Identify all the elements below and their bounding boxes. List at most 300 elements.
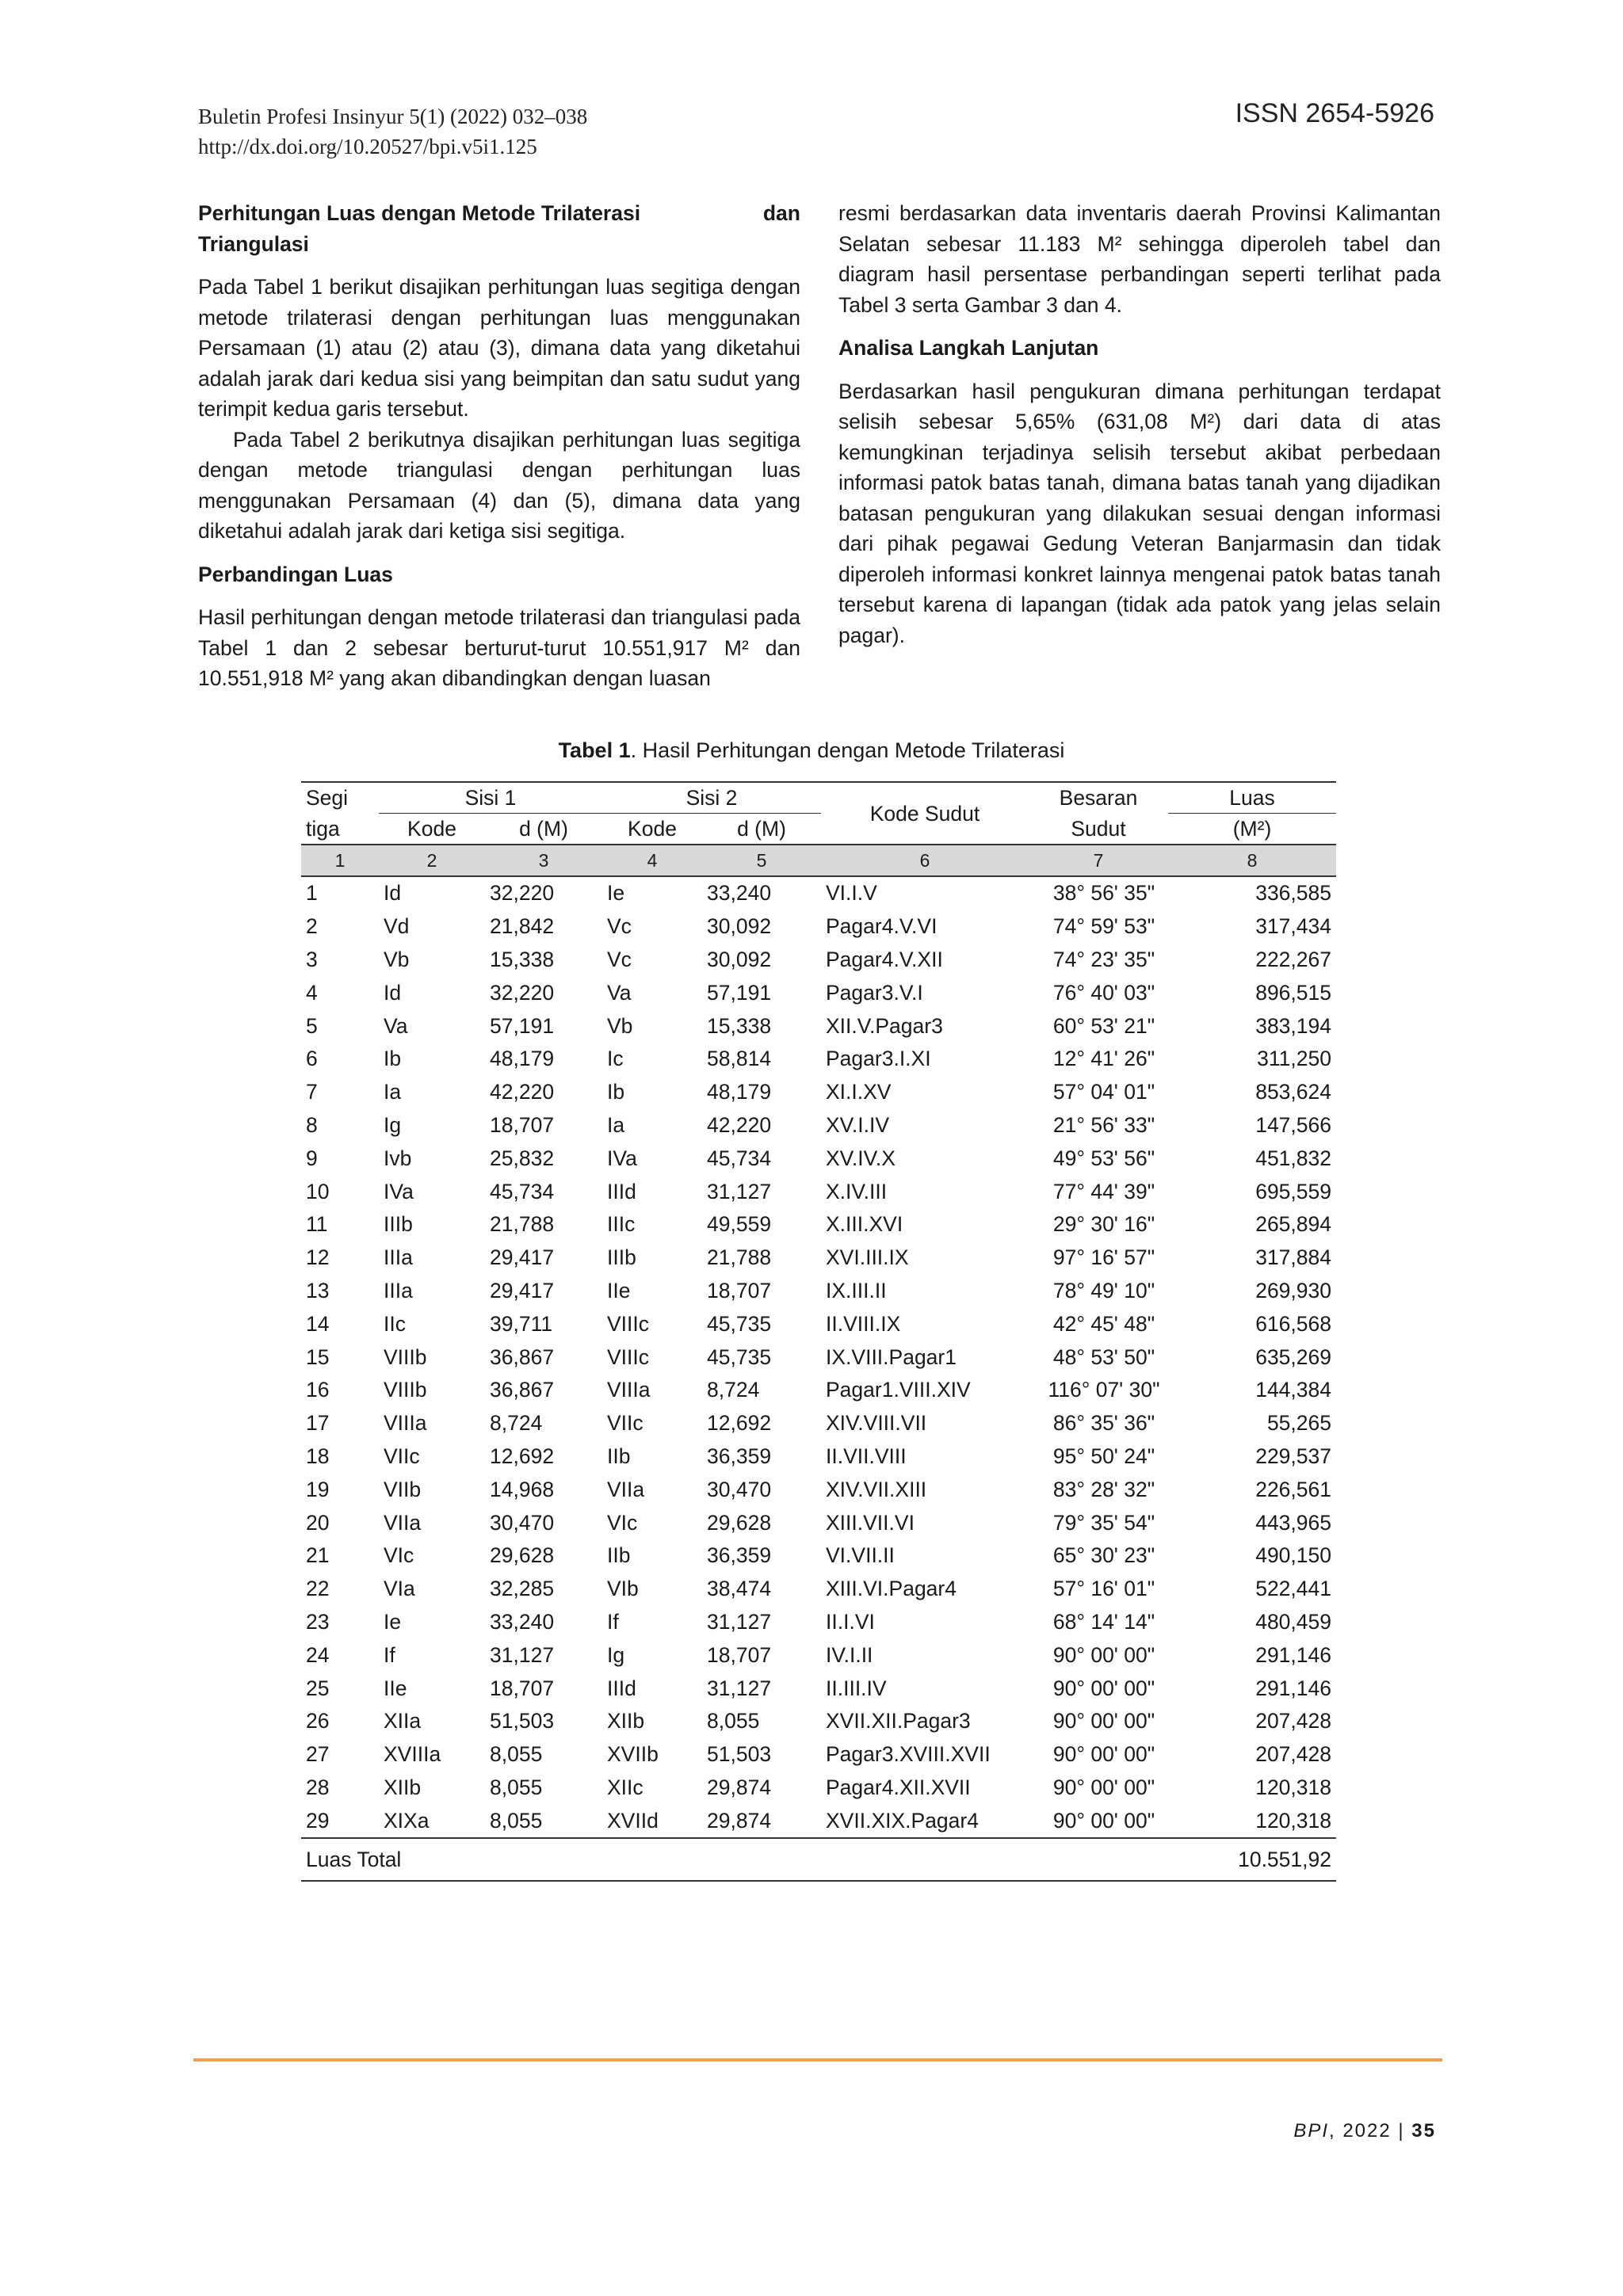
section-heading-analisa: Analisa Langkah Lanjutan — [838, 336, 1099, 360]
sisi1-distance: 29,417 — [490, 1278, 555, 1302]
luas-value: 695,559 — [1255, 1179, 1331, 1203]
sisi2-distance: 45,735 — [707, 1311, 772, 1336]
sisi2-kode: Ig — [607, 1642, 625, 1667]
besaran-sudut: 57° 16' 01" — [1052, 1577, 1155, 1601]
kode-sudut: Pagar3.V.I — [826, 980, 923, 1005]
kode-sudut: Pagar3.XVIII.XVII — [826, 1742, 991, 1767]
sisi2-distance: 58,814 — [707, 1047, 772, 1071]
luas-value: 147,566 — [1255, 1112, 1331, 1137]
besaran-sudut: 74° 23' 35" — [1052, 947, 1155, 971]
sisi1-kode: IIc — [384, 1311, 406, 1336]
segitiga-number: 7 — [306, 1080, 318, 1104]
luas-value: 616,568 — [1255, 1311, 1331, 1336]
kode-sudut: XII.V.Pagar3 — [826, 1013, 943, 1038]
segitiga-number: 6 — [306, 1047, 318, 1071]
page-number: 35 — [1411, 2120, 1436, 2142]
table-row — [301, 1606, 1336, 1639]
sisi2-kode: XVIId — [607, 1808, 659, 1833]
sisi2-distance: 38,474 — [707, 1577, 772, 1601]
sisi2-distance: 42,220 — [707, 1112, 772, 1137]
sisi2-distance: 18,707 — [707, 1642, 772, 1667]
sisi2-kode: Va — [607, 980, 632, 1005]
sisi2-kode: IIIc — [607, 1212, 636, 1237]
paragraph-tabel1: Pada Tabel 1 berikut disajikan perhitungan luas segitiga dengan metode trilaterasi dengan perhitungan luas menggunakan Persamaan (1) atau (2) atau (3), dimana data yang diketahui adalah jarak dari kedua sisi yang beimpitan dan satu sudut yang terimpit kedua garis tersebut. — [198, 275, 800, 421]
sisi1-distance: 18,707 — [490, 1676, 555, 1700]
luas-value: 207,428 — [1255, 1742, 1331, 1767]
luas-value: 144,384 — [1255, 1378, 1331, 1402]
paragraph-resmi: resmi berdasarkan data inventaris daerah Provinsi Kalimantan Selatan sebesar 11.183 M² sehingga diperoleh tabel dan diagram hasil persentase perbandingan seperti terlihat pada Tabel 3 serta Gambar 3 dan 4. — [838, 201, 1441, 317]
total-value: 10.551,92 — [1168, 1838, 1336, 1881]
column-number: 7 — [1029, 845, 1168, 876]
table-caption: Tabel 1. Hasil Perhitungan dengan Metode Trilaterasi — [558, 738, 1065, 762]
luas-value: 55,265 — [1266, 1411, 1331, 1436]
sisi1-distance: 29,417 — [490, 1245, 555, 1270]
sisi2-distance: 31,127 — [707, 1179, 772, 1203]
segitiga-number: 24 — [306, 1642, 330, 1667]
sisi2-distance: 45,734 — [707, 1146, 772, 1170]
table-row — [301, 1275, 1336, 1308]
kode-sudut: XIII.VII.VI — [826, 1510, 915, 1535]
header-segi: Segi — [301, 782, 379, 814]
kode-sudut: VI.I.V — [826, 881, 877, 906]
table-row — [301, 1307, 1336, 1341]
sisi1-distance: 8,055 — [490, 1808, 543, 1833]
table-row — [301, 1672, 1336, 1705]
header-d-2: d (M) — [737, 817, 786, 841]
sisi2-distance: 8,055 — [707, 1709, 760, 1733]
table-row — [301, 1772, 1336, 1805]
doi-link[interactable]: http://dx.doi.org/10.20527/bpi.v5i1.125 — [198, 135, 537, 158]
header-d-1: d (M) — [519, 817, 568, 841]
luas-value: 120,318 — [1255, 1808, 1331, 1833]
kode-sudut: XV.IV.X — [826, 1146, 896, 1170]
luas-value: 311,250 — [1257, 1047, 1331, 1071]
page-footer: BPI, 2022 | 35 — [1293, 2120, 1436, 2142]
besaran-sudut: 49° 53' 56" — [1052, 1146, 1155, 1170]
sisi1-distance: 51,503 — [490, 1709, 555, 1733]
sisi2-distance: 51,503 — [707, 1742, 772, 1767]
sisi2-kode: VIIIc — [607, 1311, 650, 1336]
column-number: 5 — [702, 845, 821, 876]
sisi2-kode: VIIa — [607, 1477, 645, 1501]
table-row — [301, 1506, 1336, 1539]
sisi1-kode: XIXa — [384, 1808, 430, 1833]
segitiga-number: 10 — [306, 1179, 330, 1203]
table-row — [301, 1440, 1336, 1474]
table-row — [301, 1374, 1336, 1407]
column-number-row — [301, 845, 1336, 876]
sisi1-distance: 36,867 — [490, 1344, 555, 1369]
segitiga-number: 26 — [306, 1709, 330, 1733]
kode-sudut: XIII.VI.Pagar4 — [826, 1577, 957, 1601]
sisi2-kode: IIb — [607, 1444, 631, 1468]
sisi1-distance: 14,968 — [490, 1477, 555, 1501]
sisi2-distance: 29,628 — [707, 1510, 772, 1535]
segitiga-number: 17 — [306, 1411, 330, 1436]
sisi1-distance: 45,734 — [490, 1179, 555, 1203]
journal-header — [198, 101, 587, 162]
sisi1-kode: IVa — [384, 1179, 414, 1203]
table-row — [301, 1208, 1336, 1241]
sisi1-kode: Vd — [384, 914, 410, 939]
segitiga-number: 11 — [306, 1212, 328, 1237]
trilaterasi-table — [301, 781, 1336, 1882]
luas-value: 336,585 — [1255, 881, 1331, 906]
table-row — [301, 1638, 1336, 1672]
segitiga-number: 4 — [306, 980, 318, 1005]
table-row — [301, 944, 1336, 977]
segitiga-number: 29 — [306, 1808, 330, 1833]
sisi2-kode: IIId — [607, 1676, 636, 1700]
luas-value: 522,441 — [1255, 1577, 1331, 1601]
sisi2-distance: 29,874 — [707, 1775, 772, 1799]
sisi1-kode: Id — [384, 980, 402, 1005]
column-number: 4 — [602, 845, 702, 876]
sisi1-kode: IIIa — [384, 1245, 413, 1270]
segitiga-number: 15 — [306, 1344, 330, 1369]
luas-value: 853,624 — [1255, 1080, 1331, 1104]
sisi2-kode: XIIb — [607, 1709, 645, 1733]
sisi2-kode: IIb — [607, 1543, 631, 1568]
sisi2-kode: XVIIb — [607, 1742, 659, 1767]
segitiga-number: 9 — [306, 1146, 318, 1170]
kode-sudut: X.IV.III — [826, 1179, 888, 1203]
sisi1-distance: 32,220 — [490, 980, 555, 1005]
header-tiga: tiga — [306, 816, 340, 841]
sisi2-kode: IIIb — [607, 1245, 636, 1270]
kode-sudut: XVI.III.IX — [826, 1245, 909, 1270]
header-luas-unit: (M²) — [1232, 817, 1272, 841]
sisi2-distance: 29,874 — [707, 1808, 772, 1833]
kode-sudut: IX.III.II — [826, 1278, 887, 1302]
column-number: 8 — [1168, 845, 1336, 876]
besaran-sudut: 68° 14' 14" — [1052, 1609, 1155, 1634]
sisi1-kode: VIIa — [384, 1510, 422, 1535]
besaran-sudut: 90° 00' 00" — [1052, 1808, 1155, 1833]
sisi2-distance: 36,359 — [707, 1444, 772, 1468]
sisi1-kode: Vb — [384, 947, 410, 971]
header-kode-2: Kode — [628, 817, 677, 841]
table-row — [301, 910, 1336, 944]
kode-sudut: Pagar4.V.VI — [826, 914, 938, 939]
besaran-sudut: 90° 00' 00" — [1052, 1775, 1155, 1799]
kode-sudut: XIV.VII.XIII — [826, 1477, 927, 1501]
besaran-sudut: 42° 45' 48" — [1052, 1311, 1155, 1336]
sisi2-kode: Vc — [607, 947, 632, 971]
besaran-sudut: 29° 30' 16" — [1052, 1212, 1155, 1237]
sisi1-kode: Ib — [384, 1047, 402, 1071]
table-row — [301, 1407, 1336, 1440]
sisi1-distance: 57,191 — [490, 1013, 555, 1038]
luas-value: 480,459 — [1255, 1609, 1331, 1634]
kode-sudut: Pagar4.XII.XVII — [826, 1775, 971, 1799]
kode-sudut: Pagar1.VIII.XIV — [826, 1378, 971, 1402]
kode-sudut: Pagar3.I.XI — [826, 1047, 931, 1071]
sisi1-distance: 21,842 — [490, 914, 555, 939]
segitiga-number: 12 — [306, 1245, 330, 1270]
sisi1-kode: IIIa — [384, 1278, 413, 1302]
besaran-sudut: 12° 41' 26" — [1052, 1047, 1155, 1071]
section-heading-trilaterasi: Perhitungan Luas dengan Metode Trilaterasi dan Triangulasi — [198, 201, 800, 256]
luas-value: 291,146 — [1255, 1642, 1331, 1667]
sisi2-kode: Ia — [607, 1112, 625, 1137]
segitiga-number: 18 — [306, 1444, 330, 1468]
sisi1-distance: 32,220 — [490, 881, 555, 906]
besaran-sudut: 97° 16' 57" — [1052, 1245, 1155, 1270]
sisi2-kode: VIb — [607, 1577, 639, 1601]
header-sisi2: Sisi 2 — [602, 782, 821, 814]
table-row — [301, 1241, 1336, 1275]
sisi2-distance: 15,338 — [707, 1013, 772, 1038]
sisi1-distance: 36,867 — [490, 1378, 555, 1402]
table-row — [301, 1175, 1336, 1208]
table-row — [301, 1341, 1336, 1374]
sisi1-distance: 31,127 — [490, 1642, 555, 1667]
sisi1-distance: 8,055 — [490, 1742, 543, 1767]
kode-sudut: Pagar4.V.XII — [826, 947, 943, 971]
sisi1-kode: If — [384, 1642, 395, 1667]
sisi2-distance: 45,735 — [707, 1344, 772, 1369]
luas-value: 291,146 — [1255, 1676, 1331, 1700]
kode-sudut: X.III.XVI — [826, 1212, 903, 1237]
paragraph-analisa: Berdasarkan hasil pengukuran dimana perhitungan terdapat selisih sebesar 5,65% (631,08 M²) dari data di atas kemungkinan terjadinya selisih tersebut akibat perbedaan informasi patok batas tanah, dimana batas tanah yang dijadikan batasan pengukuran yang dilakukan sesuai dengan informasi dari pihak pegawai Gedung Veteran Banjarmasin dan tidak diperoleh informasi konkret lainnya mengenai patok batas tanah tersebut karena di lapangan (tidak ada patok yang jelas selain pagar). — [838, 379, 1441, 647]
sisi1-kode: IIe — [384, 1676, 407, 1700]
table-row — [301, 1539, 1336, 1573]
paragraph-perbandingan: Hasil perhitungan dengan metode trilaterasi dan triangulasi pada Tabel 1 dan 2 sebesar berturut-turut 10.551,917 M² dan 10.551,918 M² yang akan dibandingkan dengan luasan — [198, 605, 800, 690]
table-row — [301, 1109, 1336, 1142]
kode-sudut: II.VIII.IX — [826, 1311, 901, 1336]
sisi2-distance: 36,359 — [707, 1543, 772, 1568]
sisi2-kode: VIIc — [607, 1411, 643, 1436]
segitiga-number: 28 — [306, 1775, 330, 1799]
header-kode-1: Kode — [407, 817, 456, 841]
besaran-sudut: 77° 44' 39" — [1052, 1179, 1155, 1203]
luas-value: 207,428 — [1255, 1709, 1331, 1733]
table-row — [301, 1738, 1336, 1772]
besaran-sudut: 21° 56' 33" — [1052, 1112, 1155, 1137]
sisi2-distance: 49,559 — [707, 1212, 772, 1237]
sisi2-distance: 33,240 — [707, 881, 772, 906]
kode-sudut: IX.VIII.Pagar1 — [826, 1344, 957, 1369]
column-number: 1 — [301, 845, 379, 876]
sisi2-distance: 8,724 — [707, 1378, 760, 1402]
sisi1-distance: 48,179 — [490, 1047, 555, 1071]
header-sudut: Sudut — [1071, 816, 1126, 841]
besaran-sudut: 90° 00' 00" — [1052, 1742, 1155, 1767]
sisi1-kode: XVIIIa — [384, 1742, 441, 1767]
table-row — [301, 876, 1336, 910]
header-luas: Luas — [1168, 782, 1336, 814]
besaran-sudut: 90° 00' 00" — [1052, 1676, 1155, 1700]
sisi1-distance: 33,240 — [490, 1609, 555, 1634]
besaran-sudut: 95° 50' 24" — [1052, 1444, 1155, 1468]
besaran-sudut: 83° 28' 32" — [1052, 1477, 1155, 1501]
luas-value: 222,267 — [1255, 947, 1331, 971]
table-row — [301, 1473, 1336, 1506]
sisi1-distance: 8,055 — [490, 1775, 543, 1799]
sisi2-kode: Vb — [607, 1013, 633, 1038]
kode-sudut: II.III.IV — [826, 1676, 887, 1700]
besaran-sudut: 90° 00' 00" — [1052, 1709, 1155, 1733]
footer-rule — [193, 2058, 1442, 2061]
kode-sudut: XVII.XII.Pagar3 — [826, 1709, 971, 1733]
sisi1-distance: 30,470 — [490, 1510, 555, 1535]
sisi1-distance: 21,788 — [490, 1212, 555, 1237]
header-kode-sudut: Kode Sudut — [821, 782, 1029, 845]
table-row — [301, 1573, 1336, 1606]
sisi1-kode: Ia — [384, 1080, 402, 1104]
total-label: Luas Total — [301, 1838, 1168, 1881]
table-row — [301, 1009, 1336, 1043]
total-row — [301, 1838, 1336, 1881]
segitiga-number: 1 — [306, 881, 318, 906]
besaran-sudut: 65° 30' 23" — [1052, 1543, 1155, 1568]
sisi2-kode: Ib — [607, 1080, 625, 1104]
besaran-sudut: 90° 00' 00" — [1052, 1642, 1155, 1667]
section-heading-perbandingan: Perbandingan Luas — [198, 562, 393, 586]
luas-value: 229,537 — [1255, 1444, 1331, 1468]
sisi2-kode: IIe — [607, 1278, 631, 1302]
column-number: 3 — [485, 845, 602, 876]
left-column — [198, 198, 800, 707]
sisi2-distance: 31,127 — [707, 1676, 772, 1700]
sisi1-kode: XIIb — [384, 1775, 422, 1799]
luas-value: 490,150 — [1255, 1543, 1331, 1568]
besaran-sudut: 38° 56' 35" — [1052, 881, 1155, 906]
sisi2-kode: Ie — [607, 881, 625, 906]
segitiga-number: 20 — [306, 1510, 330, 1535]
sisi2-kode: XIIc — [607, 1775, 643, 1799]
sisi2-kode: VIIIa — [607, 1378, 651, 1402]
sisi1-kode: Ie — [384, 1609, 402, 1634]
luas-value: 317,434 — [1255, 914, 1331, 939]
sisi1-kode: XIIa — [384, 1709, 422, 1733]
sisi1-distance: 25,832 — [490, 1146, 555, 1170]
kode-sudut: IV.I.II — [826, 1642, 873, 1667]
sisi2-kode: Ic — [607, 1047, 624, 1071]
kode-sudut: XV.I.IV — [826, 1112, 890, 1137]
sisi2-distance: 30,092 — [707, 947, 772, 971]
segitiga-number: 3 — [306, 947, 318, 971]
segitiga-number: 19 — [306, 1477, 330, 1501]
kode-sudut: VI.VII.II — [826, 1543, 895, 1568]
table-row — [301, 1804, 1336, 1838]
luas-value: 265,894 — [1255, 1212, 1331, 1237]
sisi2-distance: 18,707 — [707, 1278, 772, 1302]
sisi2-kode: IIId — [607, 1179, 636, 1203]
right-column — [838, 198, 1441, 663]
besaran-sudut: 76° 40' 03" — [1052, 980, 1155, 1005]
sisi1-kode: VIIIb — [384, 1344, 427, 1369]
luas-value: 635,269 — [1255, 1344, 1331, 1369]
issn-label: ISSN 2654-5926 — [1235, 98, 1434, 128]
sisi1-distance: 8,724 — [490, 1411, 543, 1436]
sisi2-kode: Vc — [607, 914, 632, 939]
sisi2-distance: 12,692 — [707, 1411, 772, 1436]
luas-value: 443,965 — [1255, 1510, 1331, 1535]
table-row — [301, 1043, 1336, 1076]
sisi1-distance: 39,711 — [490, 1311, 553, 1336]
segitiga-number: 13 — [306, 1278, 330, 1302]
sisi1-kode: Va — [384, 1013, 408, 1038]
sisi1-distance: 32,285 — [490, 1577, 555, 1601]
luas-value: 317,884 — [1255, 1245, 1331, 1270]
sisi1-kode: VIc — [384, 1543, 414, 1568]
sisi2-distance: 48,179 — [707, 1080, 772, 1104]
sisi1-distance: 12,692 — [490, 1444, 555, 1468]
table-body — [301, 876, 1336, 1838]
column-number: 6 — [821, 845, 1029, 876]
sisi1-distance: 18,707 — [490, 1112, 555, 1137]
luas-value: 120,318 — [1255, 1775, 1331, 1799]
besaran-sudut: 48° 53' 50" — [1052, 1344, 1155, 1369]
kode-sudut: XVII.XIX.Pagar4 — [826, 1808, 979, 1833]
table-row — [301, 1076, 1336, 1109]
sisi1-kode: VIIIb — [384, 1378, 427, 1402]
kode-sudut: II.VII.VIII — [826, 1444, 907, 1468]
sisi2-distance: 30,092 — [707, 914, 772, 939]
luas-value: 896,515 — [1255, 980, 1331, 1005]
segitiga-number: 14 — [306, 1311, 330, 1336]
paragraph-tabel2: Pada Tabel 2 berikutnya disajikan perhitungan luas segitiga dengan metode triangulasi dengan perhitungan luas menggunakan Persamaan (4) dan (5), dimana data yang diketahui adalah jarak dari ketiga sisi segitiga. — [198, 427, 800, 543]
header-sisi1: Sisi 1 — [379, 782, 602, 814]
besaran-sudut: 60° 53' 21" — [1052, 1013, 1155, 1038]
segitiga-number: 2 — [306, 914, 318, 939]
sisi2-distance: 30,470 — [707, 1477, 772, 1501]
sisi1-distance: 15,338 — [490, 947, 555, 971]
luas-value: 269,930 — [1255, 1278, 1331, 1302]
luas-value: 226,561 — [1255, 1477, 1331, 1501]
kode-sudut: XI.I.XV — [826, 1080, 892, 1104]
sisi2-kode: VIIIc — [607, 1344, 650, 1369]
table-row — [301, 1142, 1336, 1175]
sisi1-kode: VIa — [384, 1577, 415, 1601]
segitiga-number: 23 — [306, 1609, 330, 1634]
sisi1-distance: 29,628 — [490, 1543, 555, 1568]
besaran-sudut: 78° 49' 10" — [1052, 1278, 1155, 1302]
sisi2-distance: 31,127 — [707, 1609, 772, 1634]
segitiga-number: 21 — [306, 1543, 330, 1568]
besaran-sudut: 116° 07' 30" — [1048, 1378, 1160, 1402]
besaran-sudut: 57° 04' 01" — [1052, 1080, 1155, 1104]
segitiga-number: 5 — [306, 1013, 318, 1038]
luas-value: 451,832 — [1255, 1146, 1331, 1170]
sisi2-distance: 57,191 — [707, 980, 772, 1005]
besaran-sudut: 79° 35' 54" — [1052, 1510, 1155, 1535]
sisi1-kode: VIIc — [384, 1444, 420, 1468]
segitiga-number: 22 — [306, 1577, 330, 1601]
table-row — [301, 1705, 1336, 1738]
sisi1-kode: Id — [384, 881, 402, 906]
sisi1-kode: IIIb — [384, 1212, 413, 1237]
sisi1-kode: Ivb — [384, 1146, 412, 1170]
kode-sudut: XIV.VIII.VII — [826, 1411, 927, 1436]
kode-sudut: II.I.VI — [826, 1609, 875, 1634]
besaran-sudut: 74° 59' 53" — [1052, 914, 1155, 939]
journal-citation: Buletin Profesi Insinyur 5(1) (2022) 032–038 — [198, 105, 588, 128]
sisi2-kode: If — [607, 1609, 619, 1634]
sisi1-kode: VIIIa — [384, 1411, 427, 1436]
segitiga-number: 25 — [306, 1676, 330, 1700]
segitiga-number: 27 — [306, 1742, 330, 1767]
sisi1-distance: 42,220 — [490, 1080, 555, 1104]
sisi2-distance: 21,788 — [707, 1245, 772, 1270]
column-number: 2 — [379, 845, 485, 876]
table-row — [301, 976, 1336, 1009]
segitiga-number: 16 — [306, 1378, 330, 1402]
sisi2-kode: VIc — [607, 1510, 638, 1535]
header-besaran: Besaran — [1029, 782, 1168, 814]
